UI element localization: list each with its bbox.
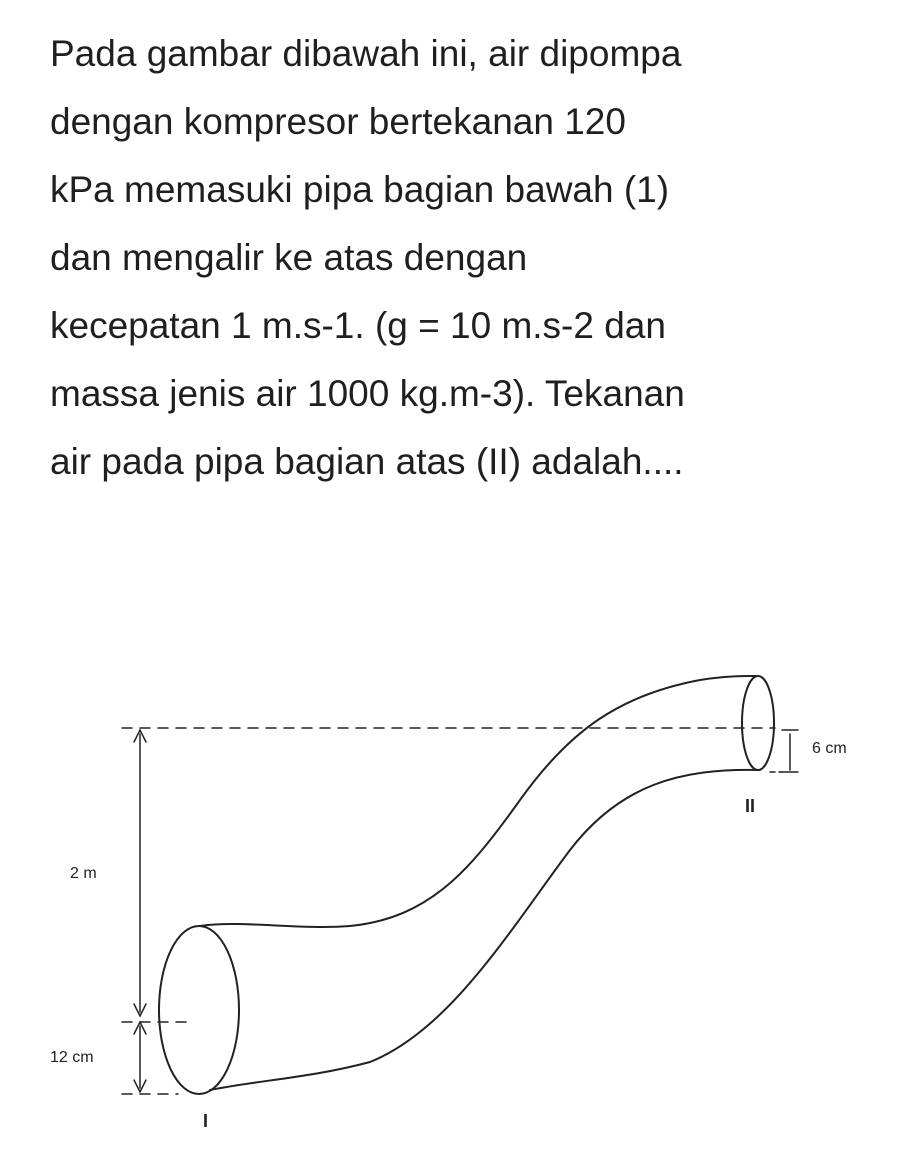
question-line: air pada pipa bagian atas (II) adalah.... — [50, 441, 684, 482]
pipe-lower-outline — [210, 770, 760, 1090]
height-label: 2 m — [70, 865, 97, 882]
lower-section-label: I — [203, 1111, 209, 1131]
question-line: kecepatan 1 m.s-1. (g = 10 m.s-2 dan — [50, 305, 666, 346]
upper-pipe-opening — [742, 676, 774, 770]
question-text — [50, 20, 880, 496]
question-line: massa jenis air 1000 kg.m-3). Tekanan — [50, 373, 685, 414]
lower-diameter-label: 12 cm — [50, 1049, 94, 1066]
pipe-diagram — [0, 600, 901, 1171]
question-line: kPa memasuki pipa bagian bawah (1) — [50, 169, 670, 210]
lower-pipe-opening — [159, 926, 239, 1094]
pipe-upper-outline — [200, 676, 756, 927]
question-line: dengan kompresor bertekanan 120 — [50, 101, 626, 142]
question-line: dan mengalir ke atas dengan — [50, 237, 528, 278]
upper-diameter-label: 6 cm — [812, 740, 847, 757]
question-line: Pada gambar dibawah ini, air dipompa — [50, 33, 682, 74]
upper-section-label: II — [745, 796, 756, 816]
